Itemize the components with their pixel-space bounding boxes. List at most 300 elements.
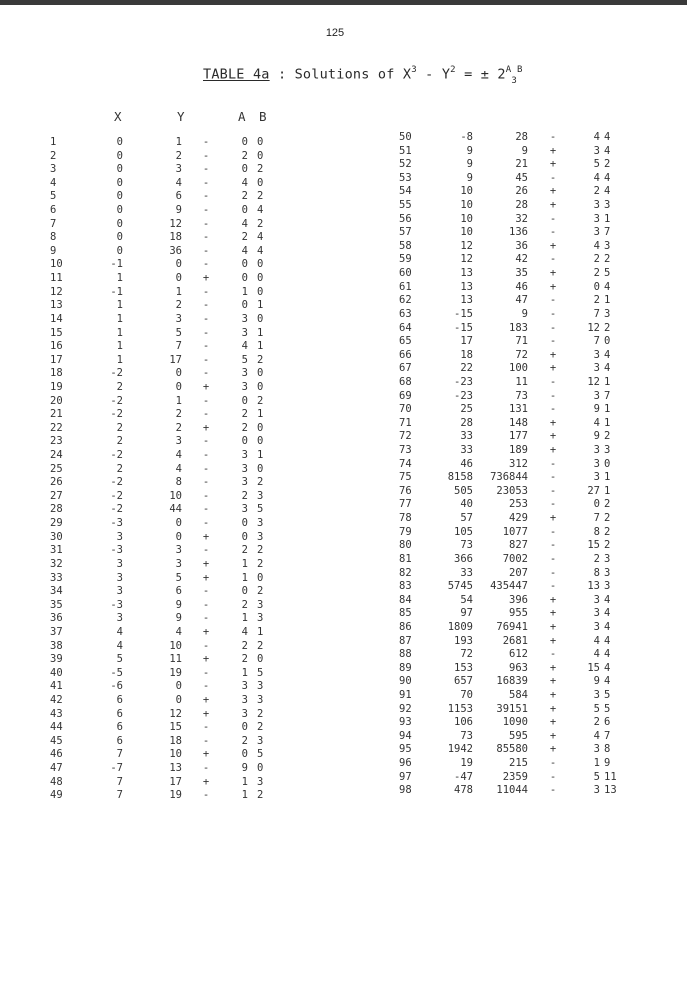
- left-cell-b-value: 1: [257, 326, 264, 339]
- right-cell-y-value: 26: [515, 185, 528, 198]
- right-cell-x-value: 5745: [447, 580, 473, 593]
- left-cell-b-value: 3: [257, 489, 264, 502]
- header-x: X: [114, 109, 122, 124]
- left-cell-y-value: 0: [175, 693, 182, 706]
- right-cell-sign: -: [549, 335, 557, 348]
- right-cell-x-value: 19: [460, 757, 473, 770]
- left-cell-a-value: 2: [241, 231, 248, 244]
- right-cell-a-value: 4: [593, 729, 600, 742]
- left-cell-b-value: 0: [257, 176, 264, 189]
- left-cell-y-value: 0: [175, 380, 182, 393]
- right-cell-sign: +: [549, 661, 557, 674]
- right-cell-sign: +: [549, 607, 557, 620]
- right-cell-b-value: 3: [604, 566, 611, 579]
- right-cell-y-value: 11044: [496, 784, 528, 797]
- left-cell-index: 46: [50, 748, 63, 761]
- left-cell-a-value: 3: [241, 693, 248, 706]
- left-cell-a-value: 3: [241, 503, 248, 516]
- left-cell-b-value: 0: [257, 762, 264, 775]
- left-cell-b-value: 0: [257, 285, 264, 298]
- left-cell-x-value: 2: [116, 435, 123, 448]
- right-cell-y-value: 16839: [496, 675, 528, 688]
- left-cell-a-value: 3: [241, 367, 248, 380]
- left-cell-a-value: 4: [241, 244, 248, 257]
- right-col-index: [399, 131, 419, 798]
- right-cell-x-value: 10: [460, 185, 473, 198]
- left-cell-sign: +: [202, 557, 210, 570]
- title-y-var: Y: [441, 66, 451, 83]
- right-cell-index: 94: [399, 729, 412, 742]
- left-cell-x-value: 6: [116, 707, 123, 720]
- left-cell-y-value: 0: [175, 258, 182, 271]
- left-cell-a-value: 0: [241, 204, 248, 217]
- right-cell-b-value: 4: [604, 634, 611, 647]
- right-cell-b-value: 0: [604, 335, 611, 348]
- left-cell-a-value: 0: [241, 721, 248, 734]
- title-y-exponent: 2: [450, 65, 456, 75]
- table-title: [203, 66, 523, 85]
- left-cell-a-value: 2: [241, 408, 248, 421]
- left-cell-b-value: 0: [257, 312, 264, 325]
- left-cell-sign: -: [202, 762, 210, 775]
- right-cell-y-value: 35: [515, 267, 528, 280]
- right-cell-a-value: 2: [593, 294, 600, 307]
- right-cell-index: 68: [399, 375, 412, 388]
- right-cell-y-value: 39151: [496, 702, 528, 715]
- left-cell-b-value: 3: [257, 680, 264, 693]
- right-cell-b-value: 2: [604, 525, 611, 538]
- right-cell-index: 95: [399, 743, 412, 756]
- right-cell-index: 91: [399, 688, 412, 701]
- left-cell-b-value: 4: [257, 204, 264, 217]
- right-cell-x-value: 17: [460, 335, 473, 348]
- left-cell-index: 4: [50, 176, 57, 189]
- title-equals: =: [464, 66, 473, 83]
- left-cell-sign: -: [202, 544, 210, 557]
- left-cell-x-value: 1: [116, 326, 123, 339]
- right-cell-b-value: 3: [604, 239, 611, 252]
- right-cell-x-value: 70: [460, 688, 473, 701]
- right-cell-index: 56: [399, 212, 412, 225]
- title-text: Solutions of: [294, 66, 395, 83]
- right-cell-a-value: 3: [593, 362, 600, 375]
- left-col-b: [257, 136, 269, 803]
- right-cell-x-value: 9: [466, 171, 473, 184]
- right-cell-x-value: 40: [460, 498, 473, 511]
- right-cell-a-value: 13: [587, 580, 600, 593]
- right-cell-a-value: 3: [593, 457, 600, 470]
- right-cell-index: 70: [399, 403, 412, 416]
- left-cell-sign: -: [202, 517, 210, 530]
- left-cell-x-value: 6: [116, 721, 123, 734]
- right-cell-b-value: 2: [604, 158, 611, 171]
- left-cell-x-value: -2: [110, 476, 123, 489]
- left-cell-index: 23: [50, 435, 63, 448]
- right-cell-index: 85: [399, 607, 412, 620]
- left-cell-a-value: 2: [241, 734, 248, 747]
- right-cell-index: 66: [399, 348, 412, 361]
- right-cell-sign: +: [549, 158, 557, 171]
- right-cell-index: 77: [399, 498, 412, 511]
- left-cell-a-value: 3: [241, 380, 248, 393]
- left-cell-y-value: 19: [169, 789, 182, 802]
- right-cell-index: 93: [399, 716, 412, 729]
- left-cell-index: 37: [50, 625, 63, 638]
- left-cell-y-value: 2: [175, 408, 182, 421]
- left-cell-y-value: 12: [169, 707, 182, 720]
- right-cell-y-value: 396: [509, 593, 528, 606]
- right-cell-y-value: 73: [515, 389, 528, 402]
- left-cell-x-value: 3: [116, 612, 123, 625]
- right-cell-b-value: 6: [604, 716, 611, 729]
- right-cell-index: 60: [399, 267, 412, 280]
- left-cell-a-value: 5: [241, 353, 248, 366]
- right-cell-x-value: 106: [454, 716, 473, 729]
- right-cell-index: 67: [399, 362, 412, 375]
- right-cell-y-value: 47: [515, 294, 528, 307]
- right-cell-sign: +: [549, 348, 557, 361]
- left-cell-y-value: 3: [175, 435, 182, 448]
- left-cell-sign: -: [202, 299, 210, 312]
- left-cell-x-value: -6: [110, 680, 123, 693]
- right-cell-x-value: 1809: [447, 620, 473, 633]
- right-cell-a-value: 3: [593, 593, 600, 606]
- left-cell-sign: -: [202, 449, 210, 462]
- left-cell-y-value: 0: [175, 272, 182, 285]
- right-cell-a-value: 4: [593, 131, 600, 143]
- left-cell-a-value: 1: [241, 789, 248, 802]
- right-cell-b-value: 4: [604, 620, 611, 633]
- left-cell-a-value: 3: [241, 680, 248, 693]
- left-cell-sign: +: [202, 571, 210, 584]
- left-cell-a-value: 1: [241, 775, 248, 788]
- right-cell-x-value: -47: [454, 770, 473, 783]
- left-cell-sign: -: [202, 435, 210, 448]
- right-cell-a-value: 5: [593, 158, 600, 171]
- right-cell-sign: -: [549, 226, 557, 239]
- left-cell-a-value: 4: [241, 217, 248, 230]
- left-cell-a-value: 9: [241, 762, 248, 775]
- right-cell-a-value: 15: [587, 661, 600, 674]
- left-cell-sign: +: [202, 272, 210, 285]
- right-cell-y-value: 595: [509, 729, 528, 742]
- right-cell-y-value: 253: [509, 498, 528, 511]
- left-cell-a-value: 2: [241, 421, 248, 434]
- right-cell-a-value: 4: [593, 171, 600, 184]
- left-cell-y-value: 9: [175, 204, 182, 217]
- right-cell-a-value: 8: [593, 566, 600, 579]
- left-cell-a-value: 3: [241, 326, 248, 339]
- left-cell-index: 13: [50, 299, 63, 312]
- left-cell-y-value: 0: [175, 517, 182, 530]
- left-cell-a-value: 1: [241, 557, 248, 570]
- right-cell-a-value: 15: [587, 539, 600, 552]
- left-cell-b-value: 0: [257, 421, 264, 434]
- left-cell-index: 47: [50, 762, 63, 775]
- right-cell-y-value: 71: [515, 335, 528, 348]
- left-cell-a-value: 2: [241, 544, 248, 557]
- left-cell-sign: -: [202, 367, 210, 380]
- left-cell-a-value: 2: [241, 598, 248, 611]
- left-cell-b-value: 3: [257, 734, 264, 747]
- right-cell-a-value: 3: [593, 444, 600, 457]
- left-cell-index: 8: [50, 231, 57, 244]
- left-cell-sign: -: [202, 585, 210, 598]
- right-cell-index: 63: [399, 307, 412, 320]
- left-cell-sign: +: [202, 748, 210, 761]
- right-cell-index: 75: [399, 471, 412, 484]
- right-cell-index: 52: [399, 158, 412, 171]
- left-cell-index: 9: [50, 244, 57, 257]
- left-cell-x-value: 2: [116, 421, 123, 434]
- right-cell-b-value: 13: [604, 784, 617, 797]
- right-cell-sign: -: [549, 471, 557, 484]
- left-cell-y-value: 36: [169, 244, 182, 257]
- right-cell-x-value: 33: [460, 430, 473, 443]
- left-cell-index: 42: [50, 693, 63, 706]
- left-cell-a-value: 0: [241, 163, 248, 176]
- right-cell-sign: -: [549, 253, 557, 266]
- left-cell-sign: +: [202, 775, 210, 788]
- left-cell-b-value: 1: [257, 408, 264, 421]
- left-cell-a-value: 1: [241, 666, 248, 679]
- right-cell-a-value: 8: [593, 525, 600, 538]
- left-cell-index: 45: [50, 734, 63, 747]
- left-cell-x-value: 4: [116, 639, 123, 652]
- left-cell-index: 29: [50, 517, 63, 530]
- left-cell-y-value: 8: [175, 476, 182, 489]
- left-cell-b-value: 2: [257, 217, 264, 230]
- right-cell-x-value: 13: [460, 294, 473, 307]
- left-cell-index: 14: [50, 312, 63, 325]
- left-cell-b-value: 2: [257, 353, 264, 366]
- right-cell-sign: +: [549, 729, 557, 742]
- right-cell-sign: +: [549, 199, 557, 212]
- right-cell-index: 76: [399, 484, 412, 497]
- left-cell-b-value: 5: [257, 503, 264, 516]
- left-cell-sign: -: [202, 340, 210, 353]
- right-cell-index: 74: [399, 457, 412, 470]
- right-cell-x-value: 9: [466, 144, 473, 157]
- right-cell-x-value: 28: [460, 416, 473, 429]
- left-cell-y-value: 1: [175, 285, 182, 298]
- right-cell-index: 97: [399, 770, 412, 783]
- right-cell-x-value: 505: [454, 484, 473, 497]
- left-cell-x-value: -2: [110, 449, 123, 462]
- right-cell-sign: +: [549, 239, 557, 252]
- right-cell-b-value: 2: [604, 539, 611, 552]
- right-col-y: [480, 131, 528, 798]
- right-cell-index: 73: [399, 444, 412, 457]
- left-cell-sign: -: [202, 612, 210, 625]
- right-cell-y-value: 36: [515, 239, 528, 252]
- left-cell-b-value: 2: [257, 190, 264, 203]
- right-cell-y-value: 42: [515, 253, 528, 266]
- left-cell-index: 38: [50, 639, 63, 652]
- right-cell-y-value: 32: [515, 212, 528, 225]
- left-cell-b-value: 5: [257, 666, 264, 679]
- right-cell-sign: -: [549, 566, 557, 579]
- left-cell-index: 10: [50, 258, 63, 271]
- left-cell-y-value: 15: [169, 721, 182, 734]
- left-cell-y-value: 17: [169, 775, 182, 788]
- left-cell-y-value: 19: [169, 666, 182, 679]
- right-cell-index: 69: [399, 389, 412, 402]
- right-cell-a-value: 12: [587, 375, 600, 388]
- left-cell-index: 20: [50, 394, 63, 407]
- right-cell-y-value: 1077: [502, 525, 528, 538]
- right-cell-index: 89: [399, 661, 412, 674]
- left-cell-x-value: 4: [116, 625, 123, 638]
- right-cell-b-value: 7: [604, 729, 611, 742]
- right-cell-b-value: 3: [604, 552, 611, 565]
- left-cell-index: 40: [50, 666, 63, 679]
- left-cell-b-value: 2: [257, 639, 264, 652]
- left-cell-x-value: -2: [110, 394, 123, 407]
- left-cell-b-value: 1: [257, 449, 264, 462]
- right-cell-a-value: 3: [593, 471, 600, 484]
- right-cell-sign: -: [549, 484, 557, 497]
- right-cell-a-value: 27: [587, 484, 600, 497]
- left-cell-a-value: 2: [241, 190, 248, 203]
- left-cell-a-value: 2: [241, 639, 248, 652]
- right-col-x: [435, 131, 473, 798]
- left-cell-y-value: 2: [175, 421, 182, 434]
- left-cell-sign: -: [202, 136, 210, 148]
- right-cell-y-value: 45: [515, 171, 528, 184]
- right-cell-sign: -: [549, 212, 557, 225]
- left-cell-sign: +: [202, 530, 210, 543]
- right-cell-b-value: 1: [604, 471, 611, 484]
- left-cell-x-value: 3: [116, 585, 123, 598]
- left-cell-x-value: -2: [110, 367, 123, 380]
- left-cell-index: 44: [50, 721, 63, 734]
- left-cell-index: 12: [50, 285, 63, 298]
- right-cell-x-value: 10: [460, 212, 473, 225]
- right-cell-b-value: 4: [604, 661, 611, 674]
- right-cell-x-value: 18: [460, 348, 473, 361]
- left-cell-b-value: 0: [257, 653, 264, 666]
- right-cell-sign: +: [549, 185, 557, 198]
- left-cell-sign: -: [202, 176, 210, 189]
- left-cell-a-value: 3: [241, 312, 248, 325]
- right-cell-y-value: 7002: [502, 552, 528, 565]
- left-cell-b-value: 3: [257, 693, 264, 706]
- left-cell-y-value: 6: [175, 585, 182, 598]
- right-cell-index: 55: [399, 199, 412, 212]
- right-cell-b-value: 1: [604, 416, 611, 429]
- left-cell-x-value: -2: [110, 503, 123, 516]
- right-cell-b-value: 2: [604, 498, 611, 511]
- right-cell-sign: +: [549, 144, 557, 157]
- left-cell-index: 25: [50, 462, 63, 475]
- left-cell-x-value: 1: [116, 353, 123, 366]
- right-cell-b-value: 3: [604, 580, 611, 593]
- left-cell-b-value: 2: [257, 557, 264, 570]
- left-cell-y-value: 2: [175, 299, 182, 312]
- right-cell-sign: +: [549, 702, 557, 715]
- right-cell-y-value: 131: [509, 403, 528, 416]
- left-cell-b-value: 3: [257, 517, 264, 530]
- left-cell-sign: -: [202, 326, 210, 339]
- right-cell-x-value: 366: [454, 552, 473, 565]
- left-cell-index: 22: [50, 421, 63, 434]
- left-cell-y-value: 7: [175, 340, 182, 353]
- left-cell-a-value: 0: [241, 299, 248, 312]
- right-cell-x-value: -15: [454, 307, 473, 320]
- right-cell-y-value: 9: [521, 144, 528, 157]
- left-cell-a-value: 0: [241, 136, 248, 148]
- right-cell-a-value: 9: [593, 675, 600, 688]
- right-cell-b-value: 11: [604, 770, 617, 783]
- right-cell-a-value: 0: [593, 498, 600, 511]
- right-cell-a-value: 5: [593, 770, 600, 783]
- left-cell-x-value: 0: [116, 190, 123, 203]
- right-cell-index: 86: [399, 620, 412, 633]
- right-cell-sign: -: [549, 131, 557, 143]
- right-cell-sign: +: [549, 512, 557, 525]
- left-cell-a-value: 0: [241, 585, 248, 598]
- left-cell-b-value: 0: [257, 462, 264, 475]
- right-cell-sign: -: [549, 757, 557, 770]
- left-cell-a-value: 4: [241, 176, 248, 189]
- left-cell-index: 49: [50, 789, 63, 802]
- right-cell-x-value: 54: [460, 593, 473, 606]
- right-cell-index: 92: [399, 702, 412, 715]
- left-cell-y-value: 0: [175, 367, 182, 380]
- left-cell-y-value: 6: [175, 190, 182, 203]
- left-cell-x-value: 2: [116, 462, 123, 475]
- right-cell-x-value: 10: [460, 226, 473, 239]
- right-cell-index: 96: [399, 757, 412, 770]
- left-cell-sign: -: [202, 190, 210, 203]
- left-cell-a-value: 3: [241, 707, 248, 720]
- right-cell-index: 84: [399, 593, 412, 606]
- right-cell-y-value: 429: [509, 512, 528, 525]
- title-exponent-a: A: [505, 65, 512, 75]
- right-cell-sign: +: [549, 416, 557, 429]
- left-cell-x-value: 0: [116, 231, 123, 244]
- title-base-three: 3: [511, 76, 517, 87]
- right-cell-y-value: 9: [521, 307, 528, 320]
- left-col-a: [236, 136, 248, 803]
- right-cell-x-value: 73: [460, 729, 473, 742]
- right-cell-sign: -: [549, 784, 557, 797]
- right-cell-sign: +: [549, 675, 557, 688]
- right-cell-index: 62: [399, 294, 412, 307]
- left-cell-a-value: 0: [241, 517, 248, 530]
- left-cell-y-value: 10: [169, 639, 182, 652]
- left-cell-index: 33: [50, 571, 63, 584]
- right-cell-a-value: 4: [593, 239, 600, 252]
- right-cell-index: 50: [399, 131, 412, 143]
- left-cell-sign: -: [202, 489, 210, 502]
- left-cell-b-value: 0: [257, 380, 264, 393]
- right-cell-b-value: 4: [604, 348, 611, 361]
- left-cell-index: 5: [50, 190, 57, 203]
- right-cell-b-value: 0: [604, 457, 611, 470]
- right-cell-y-value: 136: [509, 226, 528, 239]
- right-cell-index: 71: [399, 416, 412, 429]
- right-cell-y-value: 189: [509, 444, 528, 457]
- left-cell-sign: -: [202, 204, 210, 217]
- right-cell-sign: -: [549, 403, 557, 416]
- right-cell-y-value: 183: [509, 321, 528, 334]
- left-col-sign: [199, 136, 213, 803]
- right-col-sign: [546, 131, 560, 798]
- right-cell-y-value: 612: [509, 648, 528, 661]
- left-cell-b-value: 2: [257, 476, 264, 489]
